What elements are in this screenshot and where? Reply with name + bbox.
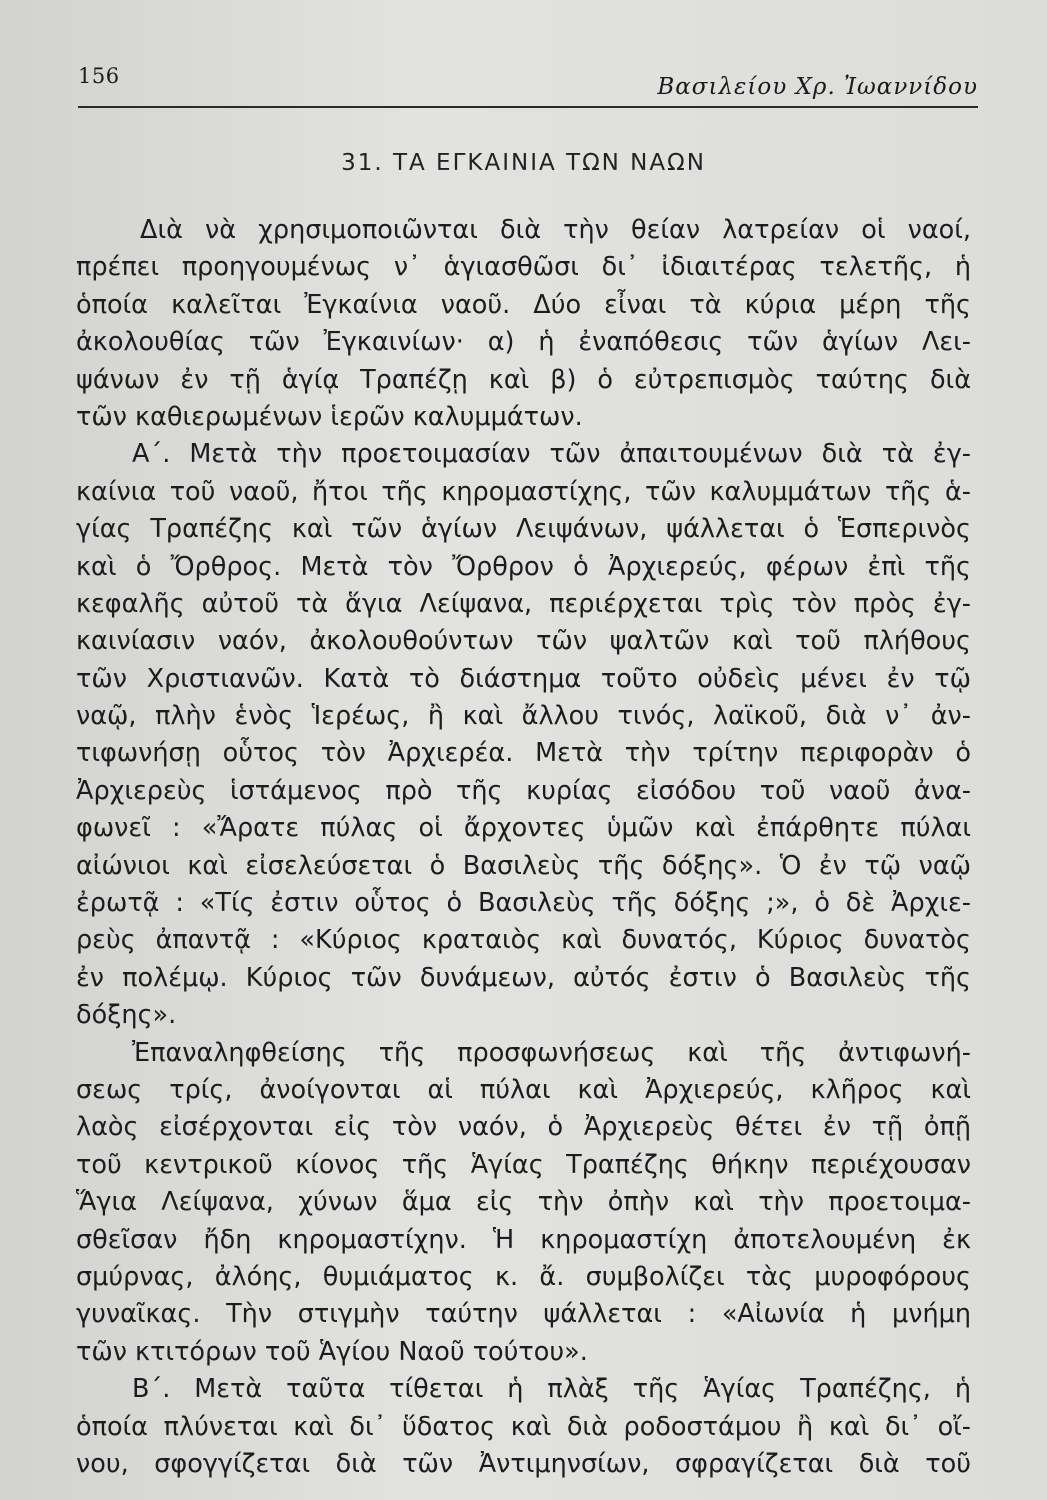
body-text <box>76 212 971 1483</box>
text-line: τῶν καθιερωμένων ἱερῶν καλυμμάτων. <box>76 401 583 432</box>
text-line: τῶν Χριστιανῶν. Κατὰ τὸ διάστημα τοῦτο οὐδεὶς μένει ἐν τῷ <box>76 663 971 694</box>
text-line: λαὸς εἰσέρχονται εἰς τὸν ναόν, ὁ Ἀρχιερεὺς θέτει ἐν τῇ ὀπῇ <box>76 1112 971 1143</box>
text-line: ὁποία πλύνεται καὶ δι᾿ ὕδατος καὶ διὰ ροδοστάμου ἢ καὶ δι᾿ οἴ- <box>76 1411 971 1442</box>
text-line: τῶν κτιτόρων τοῦ Ἁγίου Ναοῦ τούτου». <box>76 1336 588 1367</box>
text-line: τιφωνήσῃ οὗτος τὸν Ἀρχιερέα. Μετὰ τὴν τρίτην περιφορὰν ὁ <box>76 738 971 769</box>
text-line: σεως τρίς, ἀνοίγονται αἱ πύλαι καὶ Ἀρχιερεύς, κλῆρος καὶ <box>76 1074 971 1105</box>
text-line: Ἀρχιερεὺς ἱστάμενος πρὸ τῆς κυρίας εἰσόδου τοῦ ναοῦ ἀνα- <box>76 775 971 806</box>
text-line: καὶ ὁ Ὄρθρος. Μετὰ τὸν Ὄρθρον ὁ Ἀρχιερεύς, φέρων ἐπὶ τῆς <box>76 551 971 582</box>
text-line: πρέπει προηγουμένως ν᾿ ἁγιασθῶσι δι᾿ ἰδιαιτέρας τελετῆς, ἡ <box>76 252 971 283</box>
text-line: Διὰ νὰ χρησιμοποιῶνται διὰ τὴν θείαν λατρείαν οἱ ναοί, <box>140 215 971 245</box>
text-line: φωνεῖ : «Ἄρατε πύλας οἱ ἄρχοντες ὑμῶν καὶ ἐπάρθητε πύλαι <box>76 813 971 844</box>
text-line: νου, σφογγίζεται διὰ τῶν Ἀντιμηνσίων, σφραγίζεται διὰ τοῦ <box>76 1448 971 1479</box>
text-line: ἀκολουθίας τῶν Ἐγκαινίων· α) ἡ ἐναπόθεσις τῶν ἁγίων Λει- <box>76 327 971 358</box>
text-line: γίας Τραπέζης καὶ τῶν ἁγίων Λειψάνων, ψάλλεται ὁ Ἑσπερινὸς <box>76 514 971 545</box>
text-line: δόξης». <box>76 1000 177 1031</box>
text-line: ψάνων ἐν τῇ ἁγίᾳ Τραπέζῃ καὶ β) ὁ εὐτρεπισμὸς ταύτης διὰ <box>76 364 971 395</box>
running-head: Βασιλείου Χρ. Ἰωαννίδου <box>657 74 978 100</box>
text-line: Ἐπαναληφθείσης τῆς προσφωνήσεως καὶ τῆς ἀντιφωνή- <box>132 1037 971 1068</box>
page-header <box>78 62 978 112</box>
text-line: ρεὺς ἀπαντᾷ : «Κύριος κραταιὸς καὶ δυνατός, Κύριος δυνατὸς <box>76 925 971 956</box>
text-line: ἐν πολέμῳ. Κύριος τῶν δυνάμεων, αὐτός ἐστιν ὁ Βασιλεὺς τῆς <box>76 962 971 993</box>
page-number: 156 <box>78 64 120 88</box>
chapter-title: 31. ΤΑ ΕΓΚΑΙΝΙΑ ΤΩΝ ΝΑΩΝ <box>341 150 706 176</box>
text-line: σθεῖσαν ἤδη κηρομαστίχην. Ἡ κηρομαστίχη ἀποτελουμένη ἐκ <box>76 1224 971 1255</box>
text-line: σμύρνας, ἀλόης, θυμιάματος κ. ἄ. συμβολίζει τὰς μυροφόρους <box>76 1261 971 1292</box>
text-line: ναῷ, πλὴν ἑνὸς Ἱερέως, ἢ καὶ ἄλλου τινός, λαϊκοῦ, διὰ ν᾿ ἀν- <box>76 701 971 732</box>
text-line: τοῦ κεντρικοῦ κίονος τῆς Ἁγίας Τραπέζης θήκην περιέχουσαν <box>76 1149 971 1180</box>
text-line: καινίασιν ναόν, ἀκολουθούντων τῶν ψαλτῶν καὶ τοῦ πλήθους <box>76 626 971 657</box>
text-line: κεφαλῆς αὐτοῦ τὰ ἅγια Λείψανα, περιέρχεται τρὶς τὸν πρὸς ἐγ- <box>76 588 971 619</box>
text-line: γυναῖκας. Τὴν στιγμὴν ταύτην ψάλλεται : «Αἰωνία ἡ μνήμη <box>76 1299 971 1330</box>
text-line: Ἅγια Λείψανα, χύνων ἅμα εἰς τὴν ὀπὴν καὶ τὴν προετοιμα- <box>76 1187 971 1218</box>
text-line: ἐρωτᾷ : «Τίς ἐστιν οὗτος ὁ Βασιλεὺς τῆς δόξης ;», ὁ δὲ Ἀρχιε- <box>76 888 971 919</box>
header-rule <box>78 106 978 108</box>
text-line: Β΄. Μετὰ ταῦτα τίθεται ἡ πλὰξ τῆς Ἁγίας Τραπέζης, ἡ <box>132 1374 971 1405</box>
text-line: Α΄. Μετὰ τὴν προετοιμασίαν τῶν ἀπαιτουμένων διὰ τὰ ἐγ- <box>132 439 971 470</box>
text-line: ὁποία καλεῖται Ἐγκαίνια ναοῦ. Δύο εἶναι τὰ κύρια μέρη τῆς <box>76 289 971 320</box>
text-line: αἰώνιοι καὶ εἰσελεύσεται ὁ Βασιλεὺς τῆς δόξης». Ὁ ἐν τῷ ναῷ <box>76 850 971 881</box>
text-line: καίνια τοῦ ναοῦ, ἤτοι τῆς κηρομαστίχης, τῶν καλυμμάτων τῆς ἁ- <box>76 476 971 507</box>
